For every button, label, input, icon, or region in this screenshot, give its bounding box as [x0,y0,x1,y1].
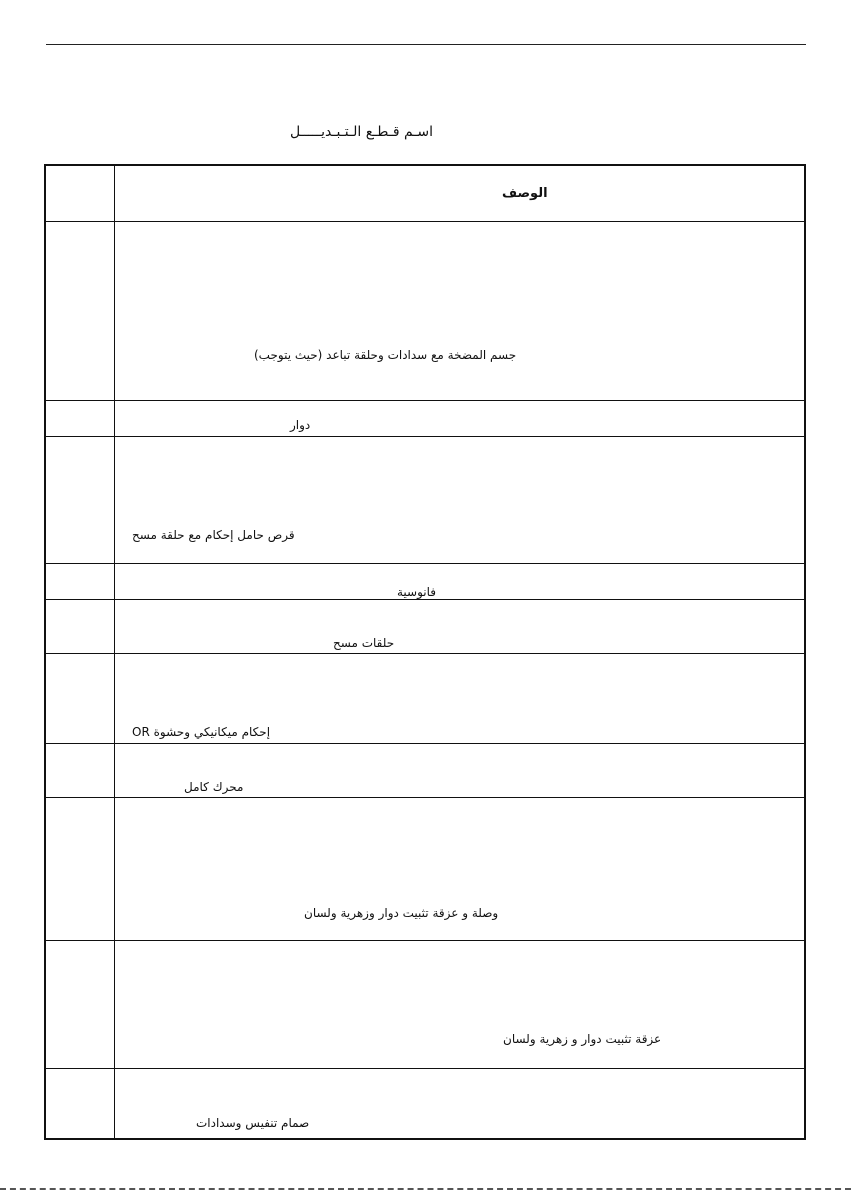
page-bottom-edge [0,1188,851,1190]
row-divider [46,563,804,564]
table-row-description: فانوسية [397,585,437,599]
row-divider [46,400,804,401]
number-column-divider [114,166,115,1138]
row-divider [46,221,804,222]
row-divider [46,1068,804,1069]
row-divider [46,940,804,941]
row-divider [46,599,804,600]
table-row-description: وصلة و عزقة تثبيت دوار وزهرية ولسان [304,906,499,920]
table-row-description: إحكام ميكانيكي وحشوة OR [132,725,271,739]
table-row-description: جسم المضخة مع سدادات وحلقة تباعد (حيث يتوجب) [254,348,517,362]
header-rule [46,44,806,45]
table-row-description: دوار [290,418,311,432]
table-row-description: محرك كامل [184,780,244,794]
row-divider [46,436,804,437]
row-divider [46,797,804,798]
table-row-description: صمام تنفيس وسدادات [196,1116,310,1130]
parts-table [44,164,806,1140]
description-column-header: الوصف [502,186,548,201]
table-row-description: حلقات مسح [333,636,395,650]
page-title: اسـم قـطـع الـتـبـديـــــل [290,124,434,140]
row-divider [46,653,804,654]
row-divider [46,743,804,744]
table-row-description: عزقة تثبيت دوار و زهرية ولسان [503,1032,662,1046]
table-row-description: قرص حامل إحكام مع حلقة مسح [132,528,295,542]
